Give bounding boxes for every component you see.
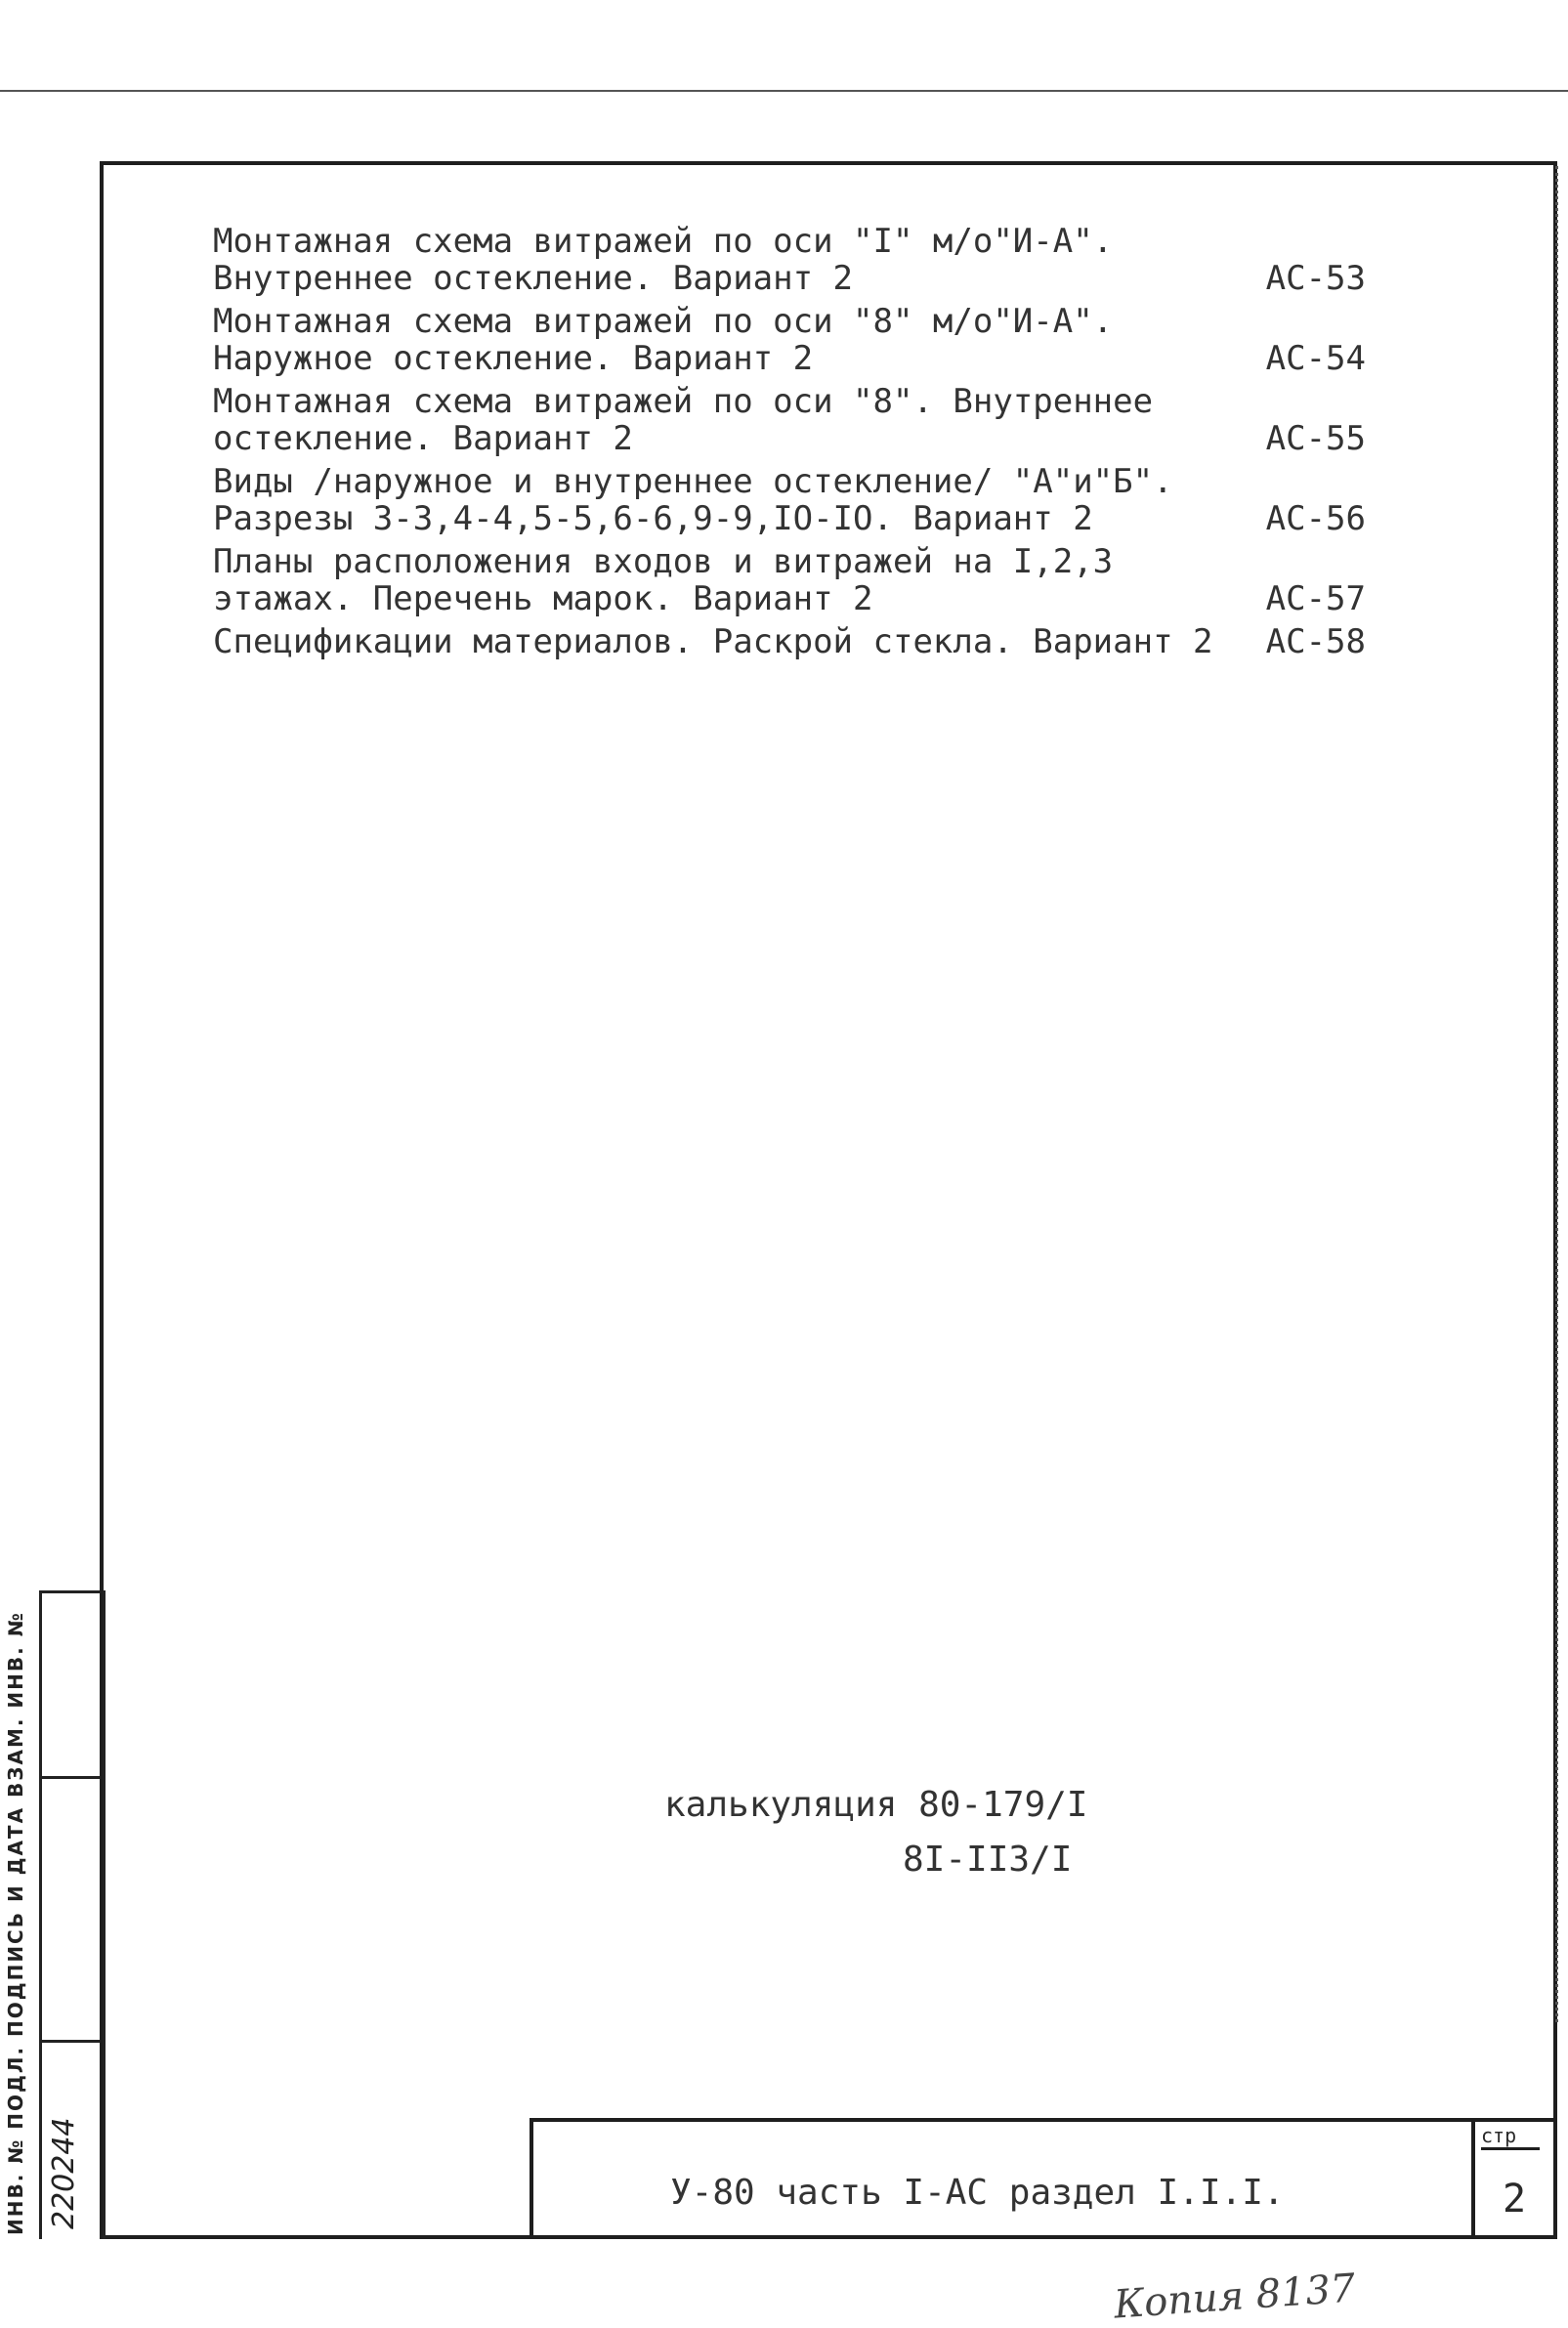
page-number: 2 bbox=[1503, 2177, 1527, 2222]
list-item bbox=[213, 223, 1366, 297]
side-divider bbox=[39, 2040, 100, 2043]
list-item-text: Спецификации материалов. Раскрой стекла. Вариант 2 bbox=[213, 622, 1213, 661]
list-item bbox=[213, 543, 1366, 617]
list-item-text: Виды /наружное и внутреннее остекление/ "А"и"Б". Разрезы 3-3,4-4,5-5,6-6,9-9,IO-IO. Вариант 2 bbox=[213, 462, 1173, 538]
calculation-reference bbox=[664, 1778, 1087, 1887]
list-item bbox=[213, 623, 1366, 660]
inventory-number: 220244 bbox=[47, 2117, 81, 2229]
list-item-code: АС-56 bbox=[1265, 499, 1366, 538]
list-item-code: АС-57 bbox=[1265, 579, 1366, 618]
list-item-text: Монтажная схема витражей по оси "I" м/о"И-А". Внутреннее остекление. Вариант 2 bbox=[213, 222, 1114, 298]
title-block bbox=[530, 2118, 1557, 2239]
page-cell bbox=[1471, 2122, 1557, 2239]
list-item-text: Монтажная схема витражей по оси "8". Внутреннее остекление. Вариант 2 bbox=[213, 382, 1154, 458]
list-item bbox=[213, 303, 1366, 377]
list-item-code: АС-53 bbox=[1265, 259, 1366, 298]
page-label: стр bbox=[1481, 2124, 1540, 2150]
list-item-code: АС-58 bbox=[1265, 622, 1366, 661]
side-divider bbox=[39, 1776, 100, 1779]
calculation-line-2: 8I-II3/I bbox=[903, 1840, 1073, 1880]
top-rule bbox=[0, 90, 1568, 92]
side-divider bbox=[39, 1590, 100, 1593]
calculation-line-1: калькуляция 80-179/I bbox=[664, 1785, 1088, 1825]
list-item-code: АС-54 bbox=[1265, 339, 1366, 378]
document-title: У-80 часть I-АС раздел I.I.I. bbox=[670, 2173, 1285, 2213]
side-stamp-label: ИНВ. № ПОДЛ. ПОДПИСЬ И ДАТА ВЗАМ. ИНВ. № bbox=[4, 1611, 27, 2235]
list-item bbox=[213, 383, 1366, 457]
sheet-list bbox=[213, 223, 1366, 666]
binding-marks bbox=[1555, 166, 1564, 2022]
list-item-text: Планы расположения входов и витражей на I,2,3 этажах. Перечень марок. Вариант 2 bbox=[213, 542, 1114, 618]
list-item-code: АС-55 bbox=[1265, 419, 1366, 458]
handwritten-note: Копия 8137 bbox=[1112, 2265, 1357, 2328]
list-item bbox=[213, 463, 1366, 537]
list-item-text: Монтажная схема витражей по оси "8" м/о"И-А". Наружное остекление. Вариант 2 bbox=[213, 302, 1114, 378]
